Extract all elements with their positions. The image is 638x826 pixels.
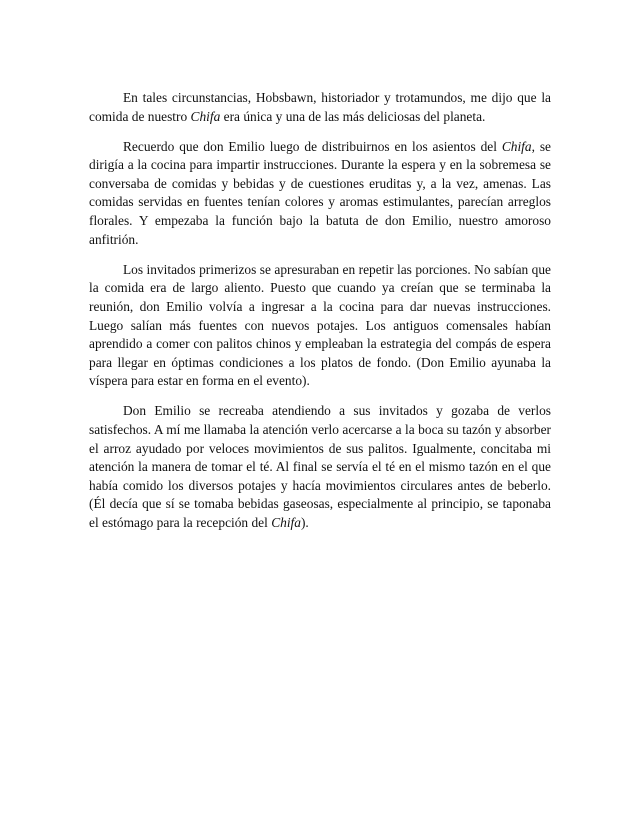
italic-term: Chifa [190, 108, 221, 124]
text-run: En tales circunstancias, Hobsbawn, historiador y trotamundos, me dijo que la comida de nuestro [89, 90, 551, 124]
paragraph-3 [89, 261, 551, 391]
body-text [89, 89, 551, 533]
italic-term: Chifa [271, 514, 301, 530]
text-run: , se dirigía a la cocina para impartir instrucciones. Durante la espera y en la sobremesa se conversaba de comidas y bebidas y de cuestiones eruditas y, a la vez, amenas. Las comidas servidas en fuentes tenían colores y aromas estimulantes, parecían arreglos florales. Y empezaba la función bajo la batuta de don Emilio, nuestro amoroso anfitrión. [89, 138, 551, 247]
text-run: Los invitados primerizos se apresuraban en repetir las porciones. No sabían que la comida era de largo aliento. Puesto que cuando ya creían que se terminaba la reunión, don Emilio volvía a ingresar a la cocina para dar nuevas instrucciones. Luego salían más fuentes con nuevos potajes. Los antiguos comensales habían aprendido a comer con palitos chinos y empleaban la estrategia del compás de espera para llegar en óptimas condiciones a los platos de fondo. (Don Emilio ayunaba la víspera para estar en forma en el evento). [89, 261, 551, 389]
text-run: Recuerdo que don Emilio luego de distribuirnos en los asientos del [123, 138, 502, 154]
paragraph-2 [89, 138, 551, 250]
paragraph-1 [89, 89, 551, 126]
text-run: era única y una de las más deliciosas del planeta. [220, 108, 486, 124]
paragraph-4 [89, 402, 551, 532]
text-run: ). [300, 514, 309, 530]
italic-term: Chifa [501, 138, 532, 154]
text-run: Don Emilio se recreaba atendiendo a sus invitados y gozaba de verlos satisfechos. A mí me llamaba la atención verlo acercarse a la boca su tazón y absorber el arroz ayudado por veloces movimientos de sus palitos. Igualmente, concitaba mi atención la manera de tomar el té. Al final se servía el té en el mismo tazón en el que había comido los diversos potajes y hacía movimientos circulares antes de beberlo. (Él decía que sí se tomaba bebidas gaseosas, especialmente al principio, se taponaba el estómago para la recepción del [89, 403, 551, 530]
